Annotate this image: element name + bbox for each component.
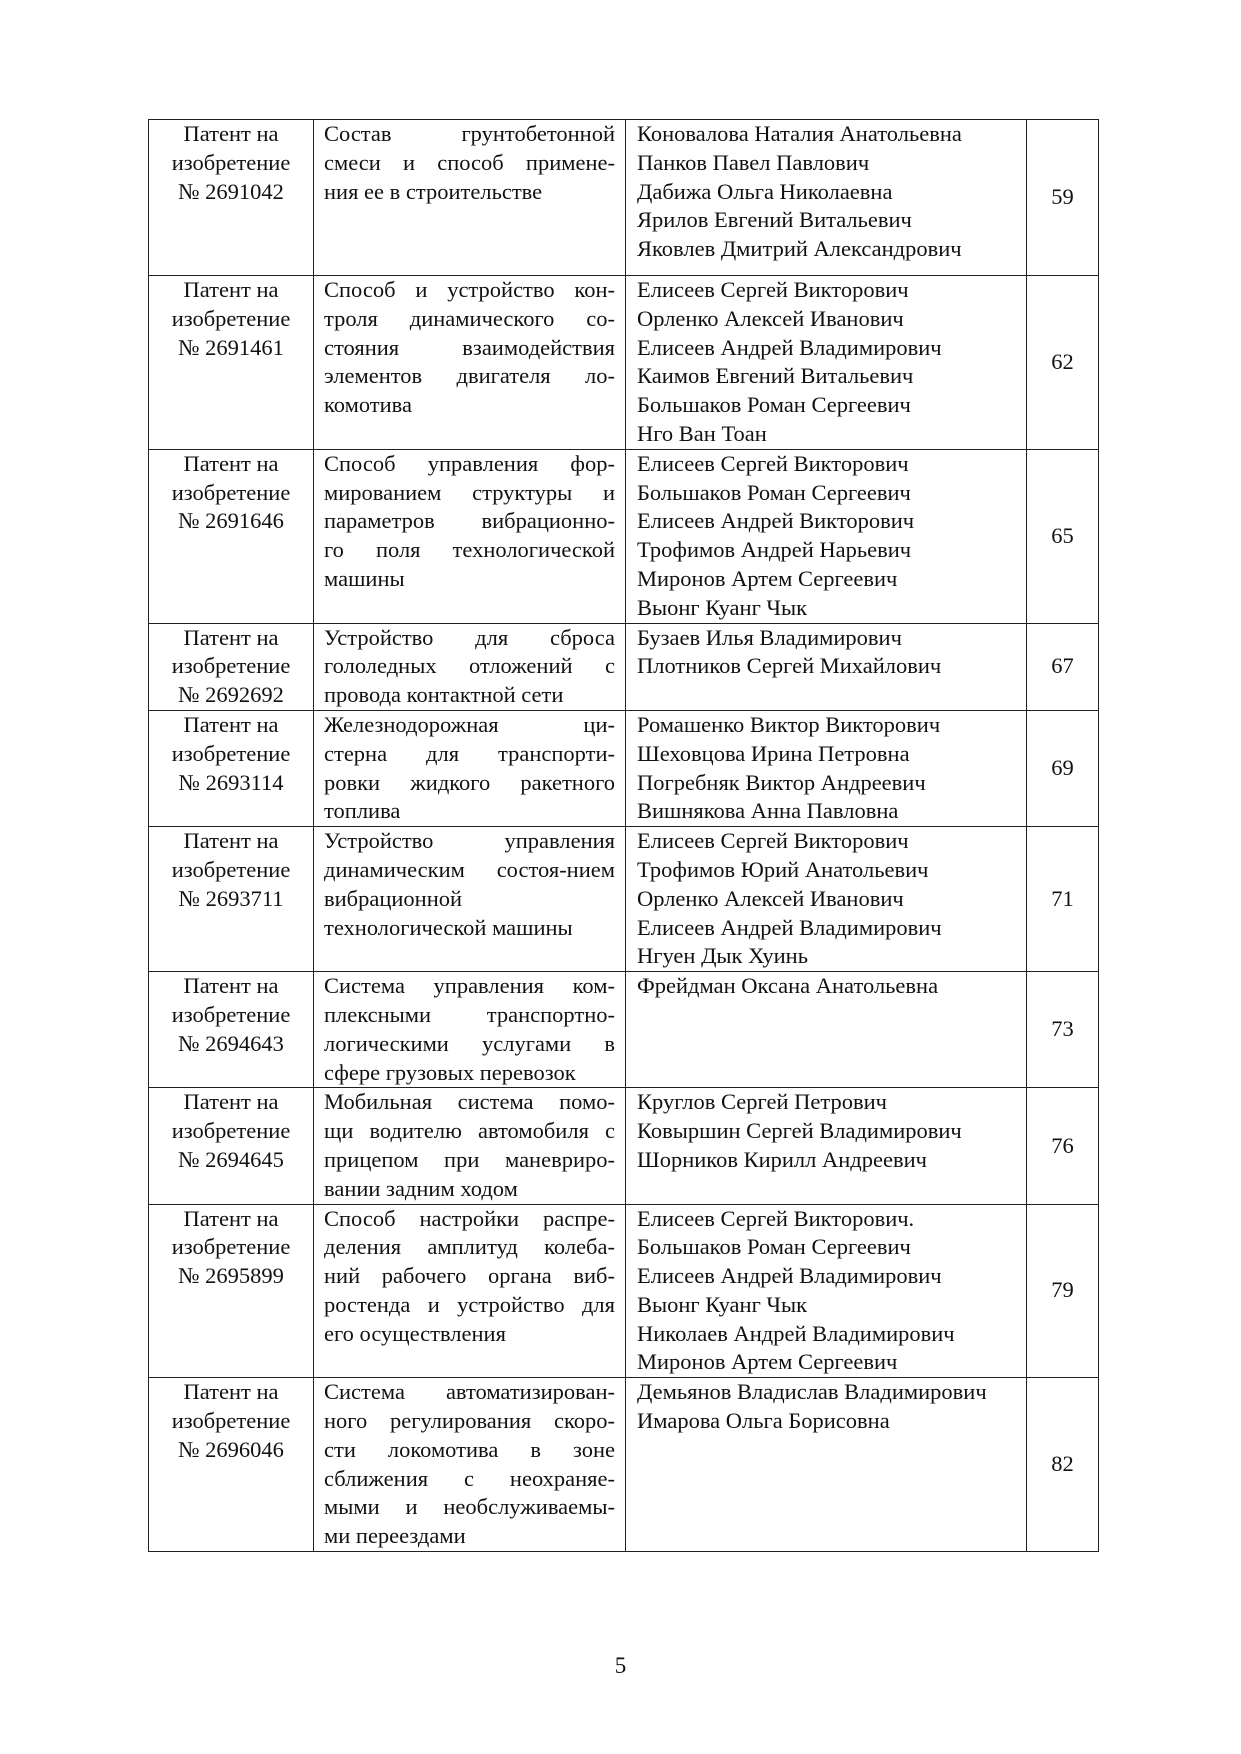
patent-doc-line: Патент на xyxy=(183,1089,279,1115)
patent-title-line: вибрационной xyxy=(324,885,463,911)
patent-doc-line: изобретение xyxy=(171,653,291,679)
patent-doc-line: Патент на xyxy=(183,277,279,302)
table-row xyxy=(149,449,1099,623)
patent-doc-line: Патент на xyxy=(183,828,279,854)
patent-title-line: троля динамического со- xyxy=(324,305,615,331)
patent-title-line: мированием структуры и xyxy=(324,479,615,505)
patent-title-line: Система управления ком- xyxy=(324,973,615,999)
patent-title-line: сти локомотива в зоне xyxy=(324,1436,615,1462)
patent-title-line: щи водителю автомобиля с xyxy=(324,1118,615,1144)
patent-title-line: ровки жидкого ракетного xyxy=(324,769,615,795)
patent-title-cell xyxy=(314,449,626,623)
table-row xyxy=(149,120,1099,276)
patent-title-line: машины xyxy=(324,565,405,591)
patent-title-line: ния ее в строительстве xyxy=(324,178,543,204)
page-ref-cell: 65 xyxy=(1027,449,1099,623)
patent-title-cell xyxy=(314,710,626,826)
page-ref-cell: 76 xyxy=(1027,1088,1099,1204)
table-row xyxy=(149,972,1099,1088)
table-row xyxy=(149,710,1099,826)
patent-title-line: смеси и способ примене- xyxy=(324,149,615,175)
patent-doc-line: изобретение xyxy=(171,1001,291,1027)
author-name: Нго Ван Тоан xyxy=(637,420,767,446)
patent-doc-line: Патент на xyxy=(183,711,279,737)
patent-title-line: деления амплитуд колеба- xyxy=(324,1234,615,1260)
patent-title-line: сближения с неохраняе- xyxy=(324,1465,615,1491)
patent-title-line: топлива xyxy=(324,798,401,824)
patent-title-line: плексными транспортно- xyxy=(324,1001,615,1027)
patent-title-line: его осуществления xyxy=(324,1320,506,1346)
patent-doc-line: № 2692692 xyxy=(178,682,284,708)
patent-doc-cell xyxy=(149,1088,314,1204)
patent-title-line: вании задним ходом xyxy=(324,1175,518,1201)
patent-doc-cell xyxy=(149,449,314,623)
author-name: Ярилов Евгений Витальевич xyxy=(637,207,912,233)
patent-title-line: Устройство для сброса xyxy=(324,624,615,650)
patent-authors-cell xyxy=(626,972,1027,1088)
patent-title-cell xyxy=(314,1088,626,1204)
author-name: Ромашенко Виктор Викторович xyxy=(637,711,941,737)
author-name: Елисеев Сергей Викторович xyxy=(637,277,909,302)
page-number: 5 xyxy=(614,1653,627,1678)
author-name: Бузаев Илья Владимирович xyxy=(637,624,902,650)
author-name: Николаев Андрей Владимирович xyxy=(637,1320,955,1346)
table-row xyxy=(149,1204,1099,1378)
patent-authors-cell xyxy=(626,276,1027,450)
author-name: Выонг Куанг Чык xyxy=(637,594,808,620)
author-name: Миронов Артем Сергеевич xyxy=(637,565,898,591)
patent-title-line: гололедных отложений с xyxy=(324,653,615,679)
patent-doc-line: Патент на xyxy=(183,973,279,999)
table-row xyxy=(149,827,1099,972)
table-row xyxy=(149,276,1099,450)
patent-title-line: Мобильная система помо- xyxy=(324,1089,615,1115)
patent-title-line: динамическим состоя-нием xyxy=(324,856,615,882)
patent-authors-cell xyxy=(626,623,1027,710)
patent-title-line: ми переездами xyxy=(324,1523,466,1549)
patent-title-line: логическими услугами в xyxy=(324,1030,615,1056)
patent-doc-line: изобретение xyxy=(171,149,291,175)
patent-doc-cell xyxy=(149,827,314,972)
patent-authors-cell xyxy=(626,710,1027,826)
patent-doc-line: изобретение xyxy=(171,856,291,882)
patent-title-line: прицепом при маневриро- xyxy=(324,1146,615,1172)
patent-title-line: Состав грунтобетонной xyxy=(324,121,615,146)
patent-doc-line: № 2691461 xyxy=(178,334,284,360)
author-name: Елисеев Сергей Викторович. xyxy=(637,1205,915,1231)
author-name: Большаков Роман Сергеевич xyxy=(637,1234,911,1260)
page-ref-cell: 79 xyxy=(1027,1204,1099,1378)
author-name: Имарова Ольга Борисовна xyxy=(637,1408,890,1434)
patent-doc-line: Патент на xyxy=(183,624,279,650)
author-name: Ковыршин Сергей Владимирович xyxy=(637,1118,962,1144)
patent-doc-line: изобретение xyxy=(171,740,291,766)
author-name: Орленко Алексей Иванович xyxy=(637,885,904,911)
author-name: Выонг Куанг Чык xyxy=(637,1291,808,1317)
patent-title-line: Система автоматизирован- xyxy=(324,1379,615,1405)
table-row xyxy=(149,1088,1099,1204)
patent-title-line: провода контактной сети xyxy=(324,682,564,708)
patent-title-line: технологической машины xyxy=(324,914,573,940)
author-name: Елисеев Сергей Викторович xyxy=(637,450,909,476)
author-name: Дабижа Ольга Николаевна xyxy=(637,178,893,204)
patent-doc-cell xyxy=(149,623,314,710)
patent-title-line: комотива xyxy=(324,392,412,418)
patent-title-line: ний рабочего органа виб- xyxy=(324,1263,615,1289)
patent-title-cell xyxy=(314,276,626,450)
patent-title-line: мыми и необслуживаемы- xyxy=(324,1494,615,1520)
patent-authors-cell xyxy=(626,120,1027,276)
patent-doc-line: изобретение xyxy=(171,1408,291,1434)
table-body xyxy=(149,120,1099,1552)
patent-doc-line: № 2695899 xyxy=(178,1263,284,1289)
author-name: Орленко Алексей Иванович xyxy=(637,305,904,331)
patent-doc-cell xyxy=(149,276,314,450)
patent-title-line: ного регулирования скоро- xyxy=(324,1408,615,1434)
patent-title-line: Способ настройки распре- xyxy=(324,1205,615,1231)
page-ref-cell: 71 xyxy=(1027,827,1099,972)
author-name: Демьянов Владислав Владимирович xyxy=(637,1379,987,1405)
patent-title-line: ростенда и устройство для xyxy=(324,1291,615,1317)
patent-doc-line: № 2694643 xyxy=(178,1030,284,1056)
patent-doc-line: № 2694645 xyxy=(178,1146,284,1172)
author-name: Большаков Роман Сергеевич xyxy=(637,479,911,505)
patent-doc-line: Патент на xyxy=(183,450,279,476)
author-name: Миронов Артем Сергеевич xyxy=(637,1349,898,1375)
patent-doc-line: № 2691646 xyxy=(178,508,284,534)
patent-title-line: сфере грузовых перевозок xyxy=(324,1059,576,1085)
patent-title-line: стояния взаимодействия xyxy=(324,334,615,360)
patent-doc-cell xyxy=(149,1204,314,1378)
patent-title-cell xyxy=(314,1204,626,1378)
table-row xyxy=(149,623,1099,710)
patent-doc-line: № 2693711 xyxy=(178,885,284,911)
patent-title-line: Способ управления фор- xyxy=(324,450,615,476)
author-name: Елисеев Андрей Владимирович xyxy=(637,334,942,360)
patent-title-line: Железнодорожная ци- xyxy=(324,711,615,737)
author-name: Погребняк Виктор Андреевич xyxy=(637,769,926,795)
patent-doc-line: Патент на xyxy=(183,1379,279,1405)
author-name: Нгуен Дык Хуинь xyxy=(637,943,808,969)
patent-authors-cell xyxy=(626,1378,1027,1552)
author-name: Панков Павел Павлович xyxy=(637,149,870,175)
patent-authors-cell xyxy=(626,1204,1027,1378)
author-name: Яковлев Дмитрий Александрович xyxy=(637,236,962,262)
page-ref-cell: 69 xyxy=(1027,710,1099,826)
patent-title-cell xyxy=(314,827,626,972)
patent-doc-line: изобретение xyxy=(171,479,291,505)
author-name: Елисеев Сергей Викторович xyxy=(637,828,909,854)
author-name: Шеховцова Ирина Петровна xyxy=(637,740,910,766)
page-ref-cell: 82 xyxy=(1027,1378,1099,1552)
patent-doc-line: изобретение xyxy=(171,1118,291,1144)
author-name: Трофимов Андрей Нарьевич xyxy=(637,537,912,563)
patent-title-cell xyxy=(314,1378,626,1552)
page-ref-cell: 59 xyxy=(1027,120,1099,276)
patent-authors-cell xyxy=(626,1088,1027,1204)
author-name: Коновалова Наталия Анатольевна xyxy=(637,121,962,146)
author-name: Плотников Сергей Михайлович xyxy=(637,653,942,679)
author-name: Фрейдман Оксана Анатольевна xyxy=(637,973,939,999)
patent-title-line: параметров вибрационно- xyxy=(324,508,615,534)
patent-title-cell xyxy=(314,120,626,276)
patent-doc-cell xyxy=(149,120,314,276)
patent-doc-cell xyxy=(149,972,314,1088)
page-ref-cell: 73 xyxy=(1027,972,1099,1088)
patent-doc-line: № 2696046 xyxy=(178,1436,284,1462)
patent-title-line: Устройство управления xyxy=(324,828,615,854)
patent-doc-line: изобретение xyxy=(171,1234,291,1260)
author-name: Елисеев Андрей Владимирович xyxy=(637,914,942,940)
patent-title-line: Способ и устройство кон- xyxy=(324,277,615,302)
table-row xyxy=(149,1378,1099,1552)
author-name: Трофимов Юрий Анатольевич xyxy=(637,856,929,882)
patent-doc-line: № 2691042 xyxy=(178,178,284,204)
author-name: Большаков Роман Сергеевич xyxy=(637,392,911,418)
patent-authors-cell xyxy=(626,449,1027,623)
patent-table xyxy=(148,119,1099,1552)
patent-doc-cell xyxy=(149,1378,314,1552)
patent-authors-cell xyxy=(626,827,1027,972)
patent-doc-line: № 2693114 xyxy=(178,769,284,795)
author-name: Шорников Кирилл Андреевич xyxy=(637,1146,927,1172)
patent-title-cell xyxy=(314,972,626,1088)
patent-doc-line: Патент на xyxy=(183,1205,279,1231)
page-ref-cell: 62 xyxy=(1027,276,1099,450)
patent-doc-line: изобретение xyxy=(171,305,291,331)
patent-doc-cell xyxy=(149,710,314,826)
patent-title-line: го поля технологической xyxy=(324,537,615,563)
patent-title-line: стерна для транспорти- xyxy=(324,740,615,766)
patent-doc-line: Патент на xyxy=(183,121,279,146)
patent-title-line: элементов двигателя ло- xyxy=(324,363,615,389)
author-name: Вишнякова Анна Павловна xyxy=(637,798,899,824)
patent-title-cell xyxy=(314,623,626,710)
author-name: Круглов Сергей Петрович xyxy=(637,1089,887,1115)
author-name: Елисеев Андрей Викторович xyxy=(637,508,915,534)
author-name: Каимов Евгений Витальевич xyxy=(637,363,914,389)
page-ref-cell: 67 xyxy=(1027,623,1099,710)
author-name: Елисеев Андрей Владимирович xyxy=(637,1263,942,1289)
